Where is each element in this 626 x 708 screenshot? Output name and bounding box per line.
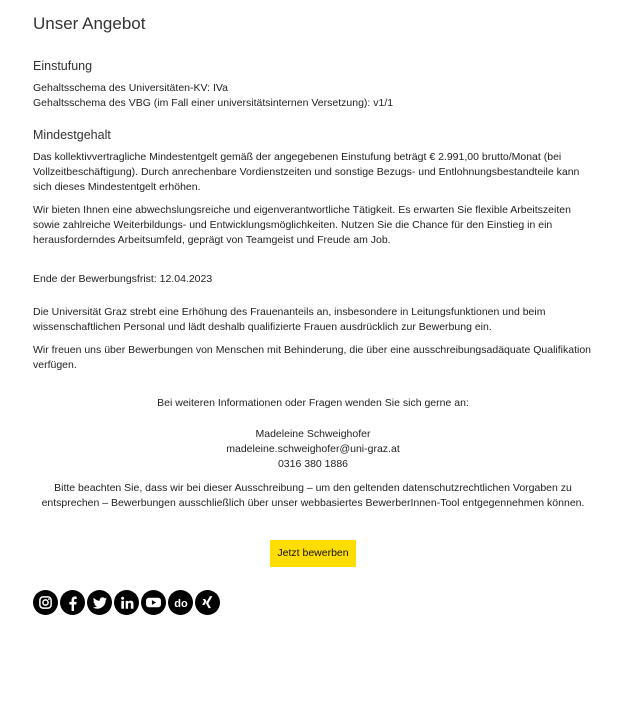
diversity-paragraph-2: Wir freuen uns über Bewerbungen von Menschen mit Behinderung, die über eine ausschreibungsadäquate Qualifikation verfügen. [33, 344, 592, 371]
mindestgehalt-paragraph-2: Wir bieten Ihnen eine abwechslungsreiche und eigenverantwortliche Tätigkeit. Es erwarten Sie flexible Arbeitszeiten sowie zahlreiche Weiterbildungs- und Entwicklungsmöglichkeiten. Nutzen Sie die Chance für den Einstieg in ein herausforderndes Arbeitsumfeld, geprägt von Teamgeist und Freude am Job. [33, 204, 571, 246]
mindestgehalt-heading: Mindestgehalt [33, 128, 111, 142]
section-title: Unser Angebot [33, 14, 146, 33]
doodle-icon-text: do [173, 597, 188, 610]
contact-phone: 0316 380 1886 [277, 458, 349, 470]
diversity-paragraph-1: Die Universität Graz strebt eine Erhöhung des Frauenanteils an, insbesondere in Leitungsfunktionen und beim wissenschaftlichen Personal und lädt deshalb qualifizierte Frauen ausdrücklich zur Bewerbung ein. [33, 306, 546, 333]
contact-name: Madeleine Schweighofer [255, 428, 371, 440]
mindestgehalt-section [33, 127, 593, 248]
doodle-icon[interactable] [168, 590, 193, 615]
einstufung-line-kv: Gehaltsschema des Universitäten-KV: IVa [33, 82, 228, 94]
facebook-icon[interactable] [60, 590, 85, 615]
social-links [33, 590, 593, 615]
contact-intro: Bei weiteren Informationen oder Fragen wenden Sie sich gerne an: [157, 397, 469, 409]
application-deadline: Ende der Bewerbungsfrist: 12.04.2023 [33, 273, 213, 285]
apply-button-wrap [33, 540, 593, 567]
einstufung-section [33, 58, 593, 111]
xing-icon[interactable] [195, 590, 220, 615]
instagram-icon[interactable] [33, 590, 58, 615]
linkedin-icon[interactable] [114, 590, 139, 615]
twitter-icon[interactable] [87, 590, 112, 615]
youtube-icon[interactable] [141, 590, 166, 615]
apply-button[interactable]: Jetzt bewerben [270, 540, 355, 567]
privacy-note: Bitte beachten Sie, dass wir bei dieser Ausschreibung – um den geltenden datenschutzrechtlichen Vorgaben zu entsprechen – Bewerbungen ausschließlich über unser webbasiertes BewerberInnen-Tool entgegennehmen können. [41, 482, 585, 509]
einstufung-line-vbg: Gehaltsschema des VBG (im Fall einer universitätsinternen Versetzung): v1/1 [33, 97, 394, 109]
einstufung-heading: Einstufung [33, 59, 93, 73]
mindestgehalt-paragraph-1: Das kollektivvertragliche Mindestentgelt gemäß der angegebenen Einstufung beträgt € 2.991,00 brutto/Monat (bei Vollzeitbeschäftigung). Durch anrechenbare Vordienstzeiten und sonstige Bezugs- und Entlohnungsbestandteile kann sich dieses Mindestentgelt erhöhen. [33, 151, 580, 193]
contact-email[interactable]: madeleine.schweighofer@uni-graz.at [226, 443, 400, 455]
